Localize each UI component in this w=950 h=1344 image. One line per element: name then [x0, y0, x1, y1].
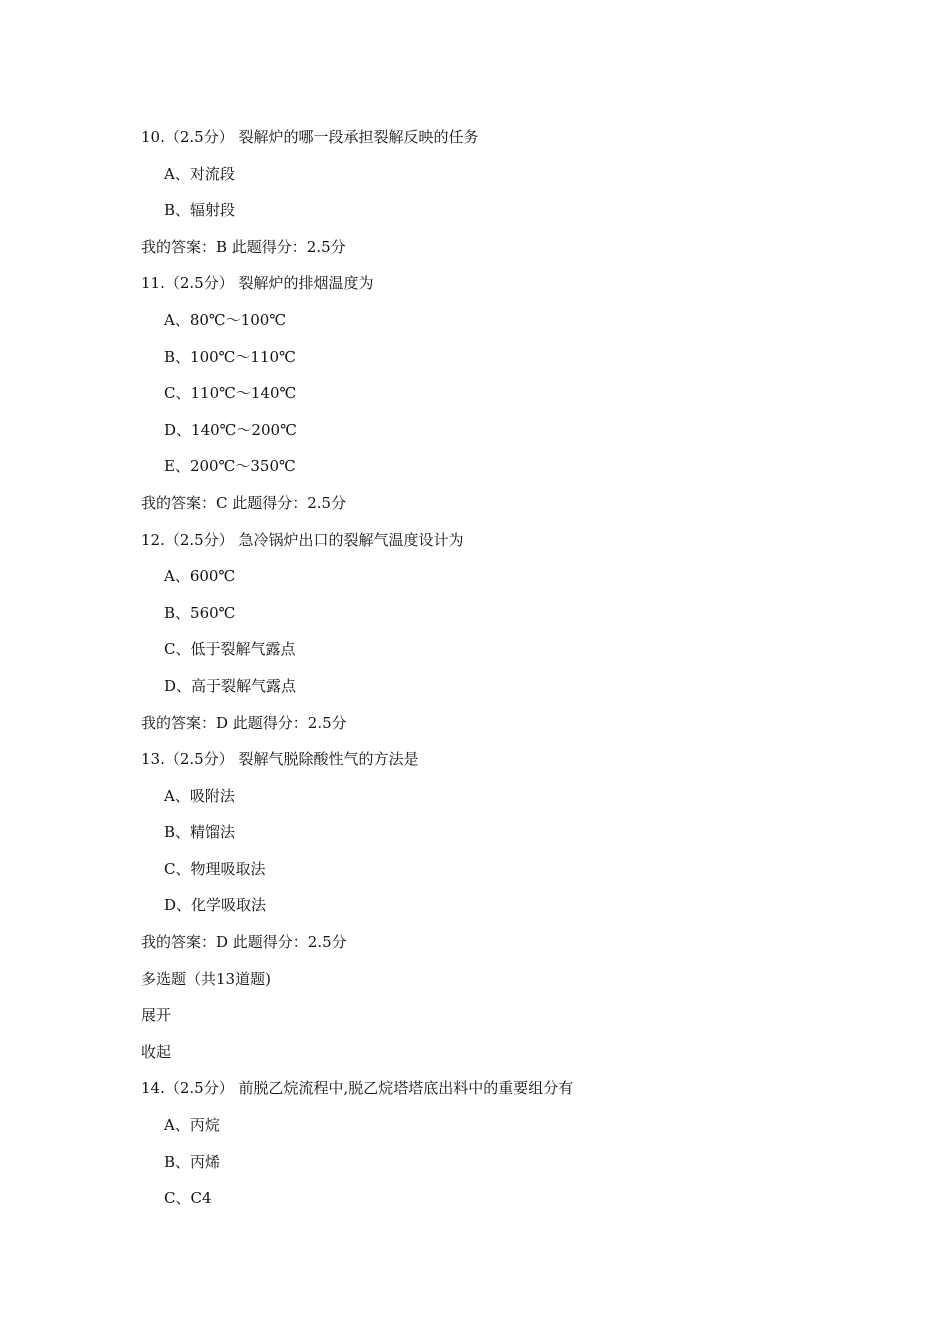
question-13: 13.（2.5分） 裂解气脱除酸性气的方法是 [141, 750, 419, 769]
option-11-d: D、140℃～200℃ [164, 420, 297, 439]
option-12-d: D、高于裂解气露点 [164, 676, 297, 695]
option-14-a: A、丙烷 [164, 1116, 220, 1135]
option-14-c: C、C4 [164, 1189, 212, 1208]
question-14: 14.（2.5分） 前脱乙烷流程中,脱乙烷塔塔底出料中的重要组分有 [141, 1079, 574, 1098]
option-14-b: B、丙烯 [164, 1152, 221, 1171]
option-12-c: C、低于裂解气露点 [164, 640, 296, 659]
option-11-a: A、80℃～100℃ [164, 310, 287, 329]
question-11: 11.（2.5分） 裂解炉的排烟温度为 [141, 274, 374, 293]
answer-12: 我的答案：D 此题得分：2.5分 [141, 713, 347, 732]
answer-11: 我的答案：C 此题得分：2.5分 [141, 493, 347, 512]
answer-10: 我的答案：B 此题得分：2.5分 [141, 237, 346, 256]
option-11-e: E、200℃～350℃ [164, 457, 296, 476]
question-10: 10.（2.5分） 裂解炉的哪一段承担裂解反映的任务 [141, 128, 479, 146]
collapse-toggle[interactable]: 收起 [141, 1042, 172, 1061]
answer-13: 我的答案：D 此题得分：2.5分 [141, 933, 347, 952]
question-12: 12.（2.5分） 急冷锅炉出口的裂解气温度设计为 [141, 530, 464, 549]
section-heading-multiple-choice: 多选题（共13道题) [141, 969, 271, 988]
option-10-a: A、对流段 [164, 164, 235, 183]
expand-toggle[interactable]: 展开 [141, 1006, 172, 1025]
option-10-b: B、辐射段 [164, 201, 236, 220]
option-13-c: C、物理吸取法 [164, 859, 266, 878]
option-12-b: B、560℃ [164, 603, 236, 622]
option-11-b: B、100℃～110℃ [164, 347, 296, 366]
option-11-c: C、110℃～140℃ [164, 384, 297, 403]
option-12-a: A、600℃ [164, 567, 236, 586]
option-13-b: B、精馏法 [164, 823, 236, 842]
option-13-a: A、吸附法 [164, 786, 235, 805]
document-body [141, 125, 901, 1223]
option-13-d: D、化学吸取法 [164, 896, 267, 915]
